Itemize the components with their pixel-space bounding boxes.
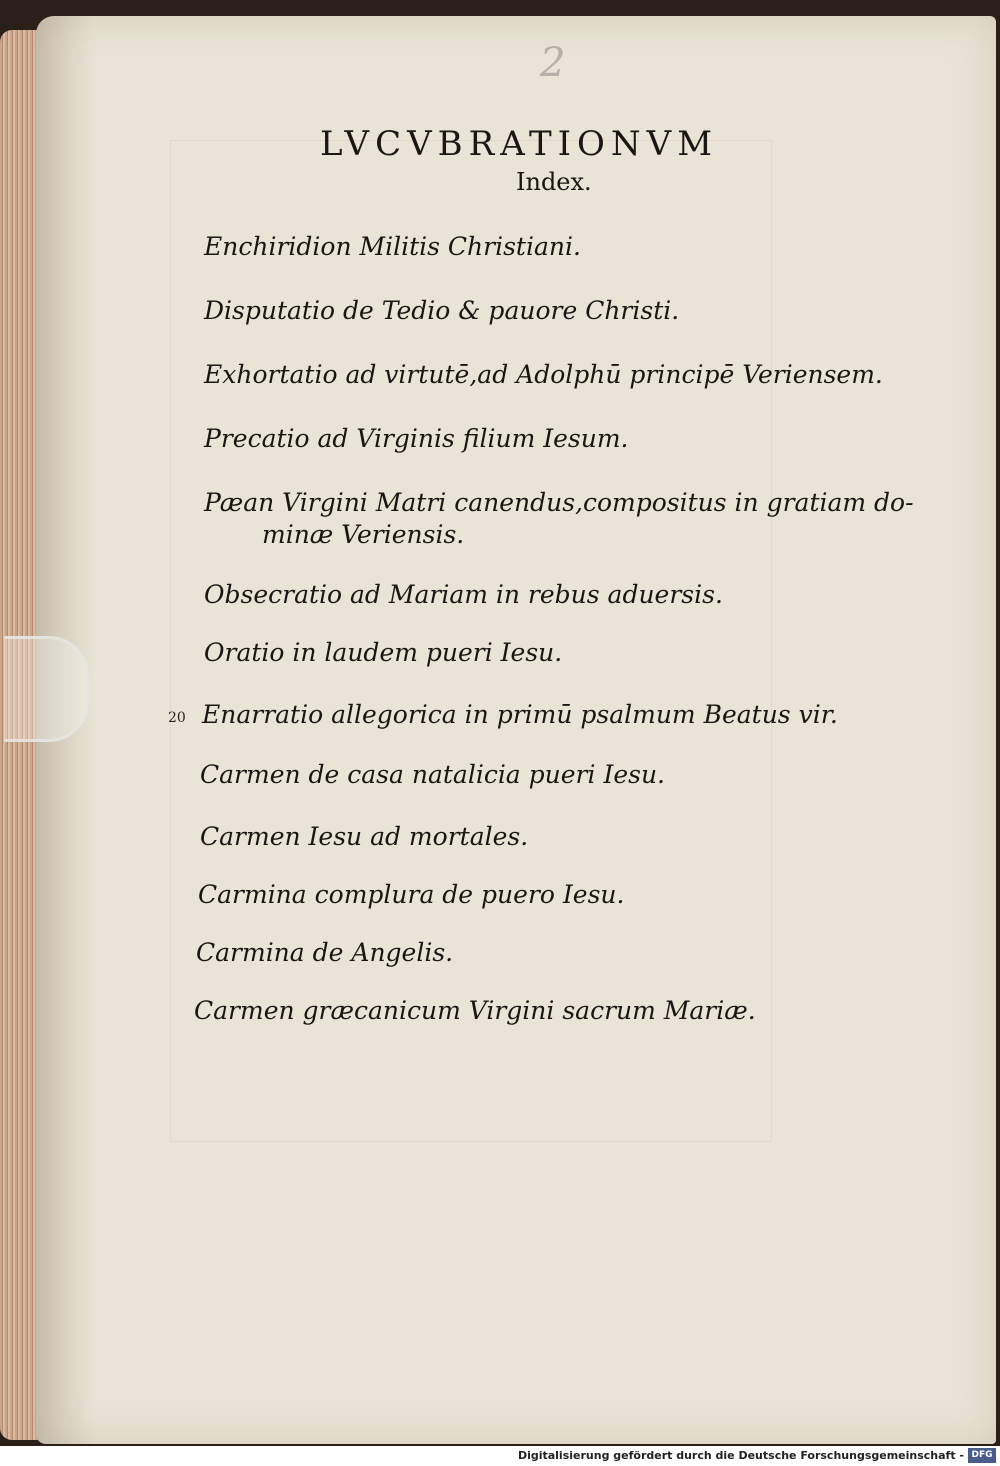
page-title: LVCVBRATIONVM (320, 124, 719, 164)
index-entry: Carmen Iesu ad mortales. (200, 822, 529, 851)
index-entry: Exhortatio ad virtutē,ad Adolphū principē Veriensem. (204, 360, 883, 389)
index-entry-continuation: minæ Veriensis. (262, 520, 465, 549)
index-entry: Carmina complura de puero Iesu. (198, 880, 625, 909)
dfg-logo: DFG (968, 1448, 996, 1463)
digitization-credit: Digitalisierung gefördert durch die Deutsche Forschungsgemeinschaft - (517, 1449, 964, 1462)
index-entry: Enchiridion Militis Christiani. (204, 232, 581, 261)
index-entry: Disputatio de Tedio & pauore Christi. (204, 296, 680, 325)
page-clip (4, 636, 89, 742)
index-entry: Oratio in laudem pueri Iesu. (204, 638, 563, 667)
index-entry: Precatio ad Virginis filium Iesum. (204, 424, 629, 453)
page-subtitle: Index. (516, 168, 592, 196)
index-entry: Carmen græcanicum Virgini sacrum Mariæ. (194, 996, 756, 1025)
marginal-number: 20 (168, 710, 186, 726)
index-entry: Enarratio allegorica in primū psalmum Beatus vir. (202, 700, 838, 729)
folio-mark: 2 (540, 40, 566, 86)
index-entry: Carmen de casa natalicia pueri Iesu. (200, 760, 666, 789)
index-entry: Carmina de Angelis. (196, 938, 454, 967)
index-entry: Pæan Virgini Matri canendus,compositus in gratiam do- (204, 488, 914, 517)
index-entry: Obsecratio ad Mariam in rebus aduersis. (204, 580, 723, 609)
